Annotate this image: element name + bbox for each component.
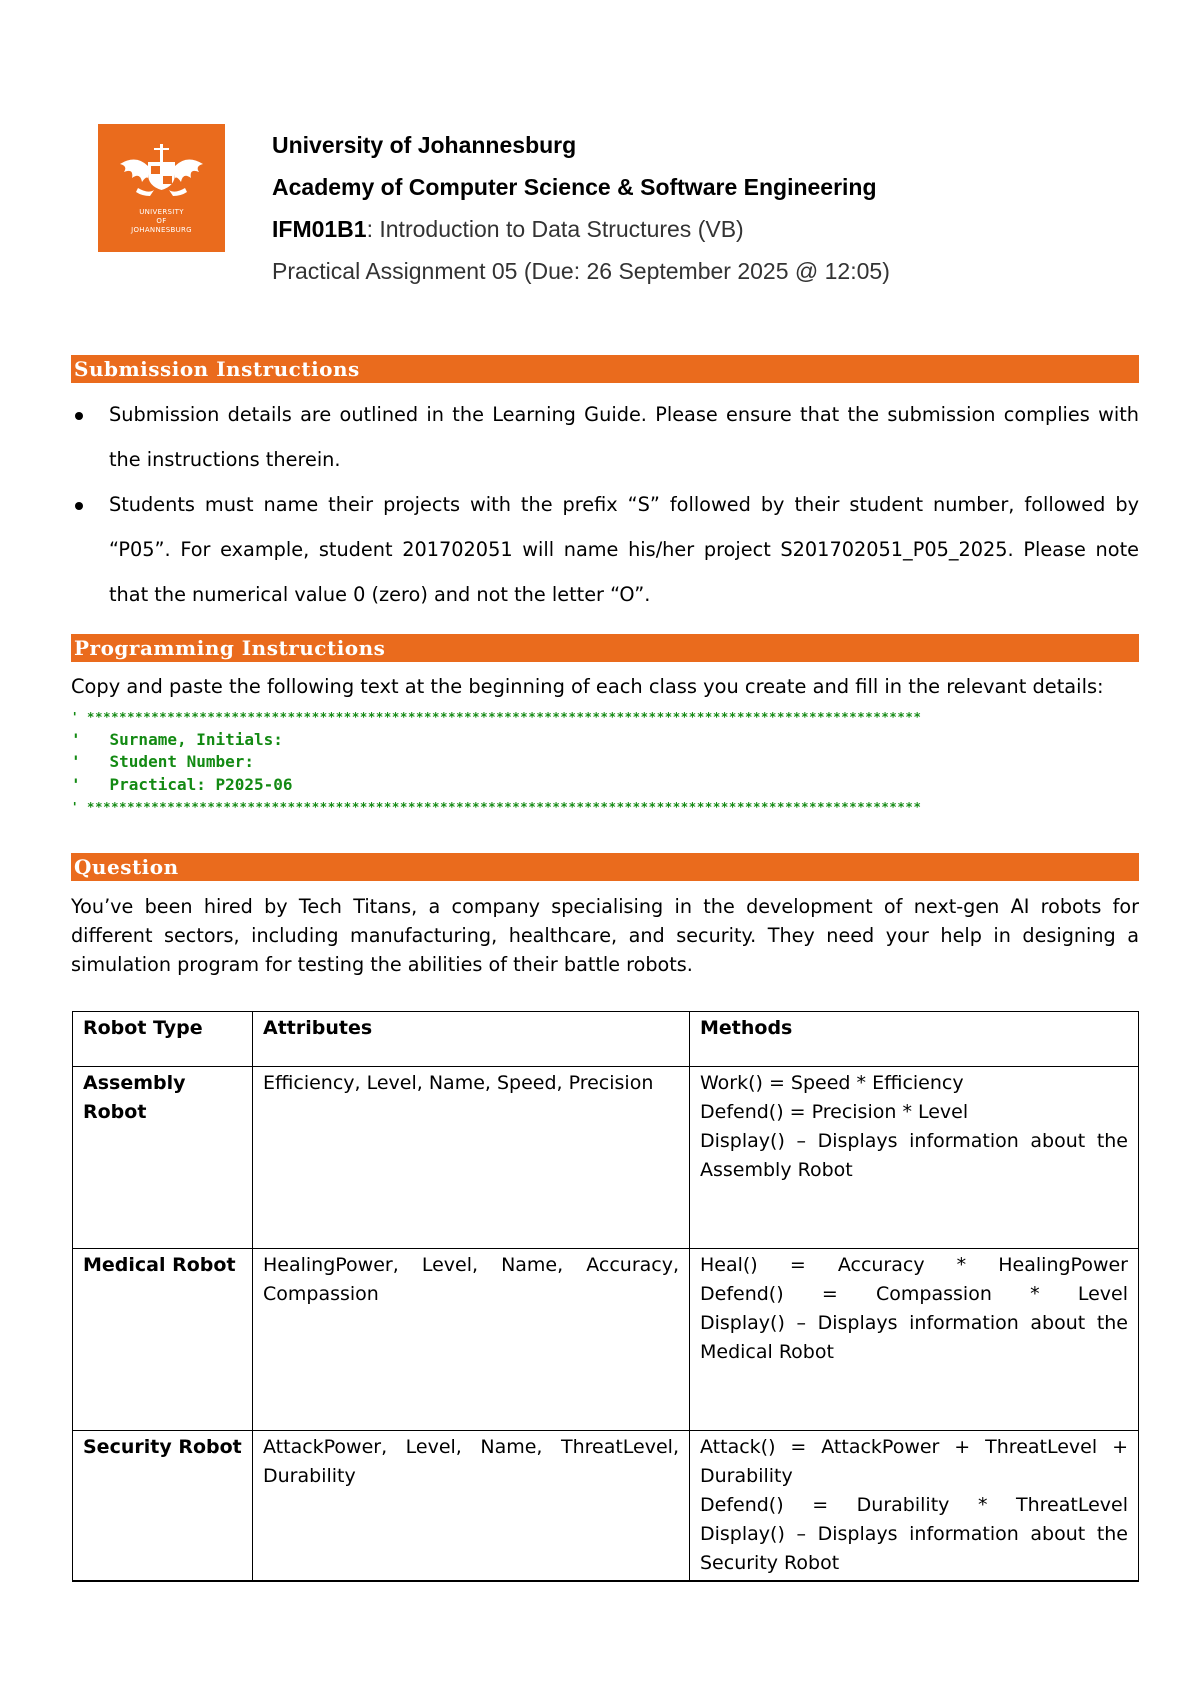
code-comment-block [71,706,1141,819]
question-text: You’ve been hired by Tech Titans, a company specialising in the development of next-gen AI robots for different sectors, including manufacturing, healthcare, and security. They need your help in designing a simulation program for testing the abilities of their battle robots. [71,895,1139,976]
course-name: : Introduction to Data Structures (VB) [366,216,744,242]
university-name: University of Johannesburg [272,132,577,158]
robot-type: Security Robot [73,1431,253,1581]
robot-methods [690,1431,1139,1581]
method-line: Security Robot [700,1552,840,1574]
method-line: Display() – Displays information about the [700,1312,1128,1334]
robot-attributes: HealingPower, Level, Name, Accuracy, Compassion [253,1249,690,1431]
method-line: Durability [700,1465,793,1487]
robot-attributes: AttackPower, Level, Name, ThreatLevel, Durability [253,1431,690,1581]
robot-type: Assembly Robot [73,1067,253,1249]
method-line: Display() – Displays information about the [700,1523,1128,1545]
method-line: Medical Robot [700,1341,834,1363]
code-line-student-number: ' Student Number: [71,752,255,771]
method-line: Heal() = Accuracy * HealingPower [700,1254,1128,1276]
programming-intro: Copy and paste the following text at the beginning of each class you create and fill in the relevant details: [71,675,1104,698]
logo-text-johannesburg: JOHANNESBURG [131,226,192,234]
method-line: Display() – Displays information about the [700,1130,1128,1152]
method-line: Defend() = Compassion * Level [700,1283,1128,1305]
method-line: Defend() = Durability * ThreatLevel [700,1494,1128,1516]
method-line: Defend() = Precision * Level [700,1101,969,1123]
logo-text-university: UNIVERSITY [139,208,184,216]
submission-bullets [71,392,1139,617]
programming-heading: Programming Instructions [71,634,1139,662]
logo-text-of: OF [156,217,167,225]
bullet-icon [75,412,83,420]
university-logo [98,124,225,252]
header-attributes: Attributes [253,1012,690,1067]
course-line [272,214,1072,256]
table-header-row [73,1012,1139,1067]
code-line-practical: ' Practical: P2025-06 [71,774,293,794]
bullet-text: Students must name their projects with the prefix “S” followed by their student number, followed by “P05”. For example, student 201702051 will name his/her project S201702051_P05_2025. Please note that the numerical value 0 (zero) and not the letter “O”. [109,493,1139,606]
header-robot-type: Robot Type [73,1012,253,1067]
table-row [73,1249,1139,1431]
bullet-text: Submission details are outlined in the Learning Guide. Please ensure that the submission complies with the instructions therein. [109,403,1139,471]
academy-name: Academy of Computer Science & Software Engineering [272,174,877,200]
code-line-surname: ' Surname, Initials: [71,729,283,749]
robot-methods [690,1249,1139,1431]
submission-heading: Submission Instructions [71,355,1139,383]
method-line: Work() = Speed * Efficiency [700,1072,964,1094]
table-row [73,1431,1139,1581]
question-heading: Question [71,853,1139,881]
robot-methods [690,1067,1139,1249]
method-line: Attack() = AttackPower + ThreatLevel + [700,1436,1128,1458]
bullet-icon [75,502,83,510]
header-methods: Methods [690,1012,1139,1067]
list-item [71,392,1139,482]
table-row [73,1067,1139,1249]
course-code: IFM01B1 [272,216,367,242]
robot-table [72,1011,1139,1582]
method-line: Assembly Robot [700,1159,853,1181]
list-item [71,482,1139,617]
code-stars-bottom: ' ******************************************************************************************************** [71,800,922,814]
robot-attributes: Efficiency, Level, Name, Speed, Precision [253,1067,690,1249]
robot-type: Medical Robot [73,1249,253,1431]
assignment-title: Practical Assignment 05 (Due: 26 September 2025 @ 12:05) [272,258,890,284]
document-header [272,130,1072,298]
code-stars-top: ' ******************************************************************************************************** [71,710,922,724]
